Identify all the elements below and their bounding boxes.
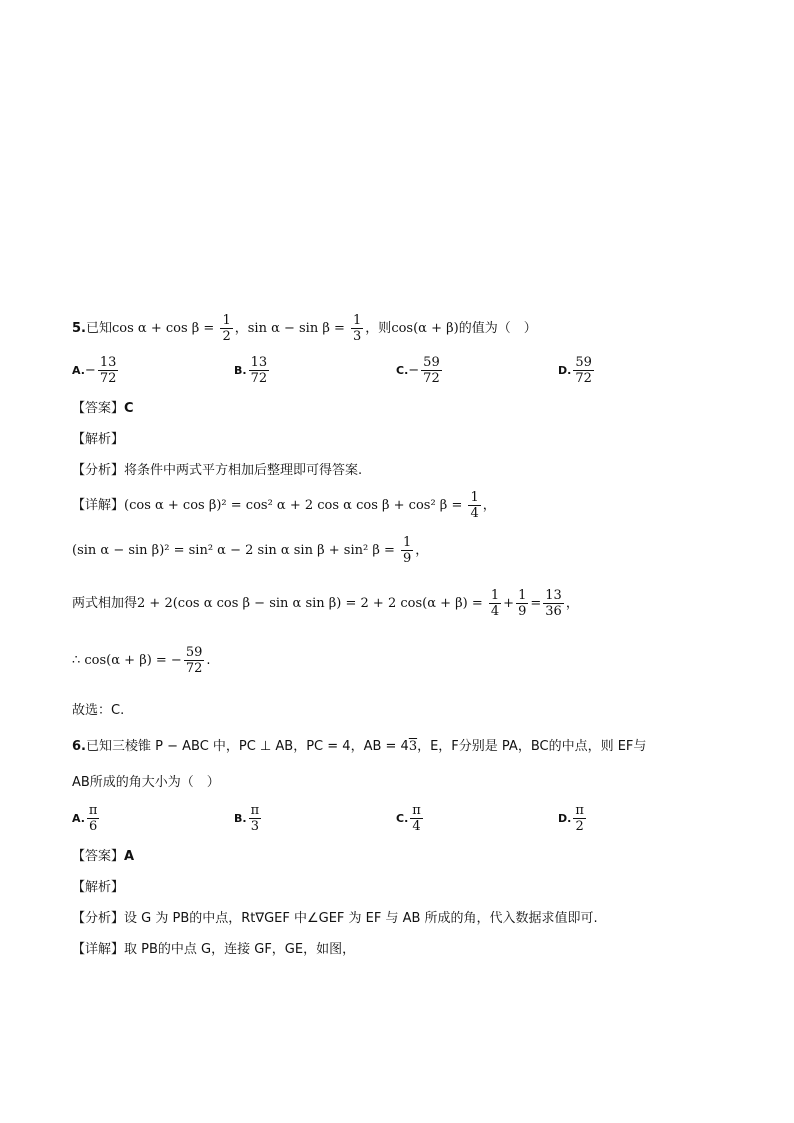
q5-detail-eq2: (sin α − sin β)² = sin² α − 2 sin α sin β + sin² β = $\frac{1}{9}$ ， [72, 535, 429, 566]
q5-choose: 故选：C. [72, 703, 125, 718]
q5-analysis: 【解析】 [72, 432, 125, 447]
q6-stem-line1: 6.已知三棱锥 P − ABC 中，PC ⊥ AB，PC = 4，AB = 43，E，F分别是 PA，BC的中点，则 EF与 [72, 739, 647, 754]
q5-detail-eq3: 两式相加得2 + 2(cos α cos β − sin α sin β) = 2 + 2 cos(α + β) = $\frac{1}{4}$ + $\frac{1}{9}$ = $\frac{13}{36}$ ， [72, 588, 579, 619]
q5-option-a: A.− $\frac{13}{72}$ [72, 355, 117, 386]
q5-cond1: cos α + cos β = [112, 321, 219, 336]
q5-option-d: D. $\frac{59}{72}$ [558, 355, 592, 386]
q6-option-b: B. $\frac{\pi}{3}$ [234, 803, 260, 834]
q6-option-c: C. $\frac{\pi}{4}$ [396, 803, 421, 834]
q5-fenxi: 【分析】将条件中两式平方相加后整理即可得答案. [72, 463, 363, 478]
q6-detail: 【详解】取 PB的中点 G，连接 GF，GE，如图， [72, 942, 356, 957]
q6-answer: 【答案】A [72, 849, 135, 864]
q5-detail-eq4: ∴ cos(α + β) = − $\frac{59}{72}$ . [72, 645, 211, 676]
q6-option-d: D. $\frac{\pi}{2}$ [558, 803, 584, 834]
q6-option-a: A. $\frac{\pi}{6}$ [72, 803, 98, 834]
q5-option-b: B. $\frac{13}{72}$ [234, 355, 268, 386]
q5-number: 5. [72, 321, 86, 336]
q5-prefix: 已知 [85, 321, 112, 336]
q5-option-c: C.− $\frac{59}{72}$ [396, 355, 440, 386]
q5-cond1-frac: $\frac{1}{2}$ [222, 313, 231, 344]
q6-stem-line2: AB所成的角大小为（ ） [72, 775, 220, 790]
q5-target: cos(α + β) [391, 321, 459, 336]
q5-stem: 5.已知cos α + cos β = $\frac{1}{2}$ ，sin α − sin β = $\frac{1}{3}$ ，则cos(α + β)的值为（ ） [72, 313, 537, 344]
q6-fenxi: 【分析】设 G 为 PB的中点，Rt∇GEF 中∠GEF 为 EF 与 AB 所成的角，代入数据求值即可. [72, 911, 598, 926]
q5-cond2-frac: $\frac{1}{3}$ [353, 313, 362, 344]
q5-suffix: 的值为（ ） [458, 321, 537, 336]
q6-analysis: 【解析】 [72, 880, 125, 895]
q5-cond2: sin α − sin β = [247, 321, 350, 336]
q5-answer: 【答案】C [72, 401, 134, 416]
q5-detail-eq1: 【详解】(cos α + cos β)² = cos² α + 2 cos α cos β + cos² β = $\frac{1}{4}$ ， [72, 490, 496, 521]
